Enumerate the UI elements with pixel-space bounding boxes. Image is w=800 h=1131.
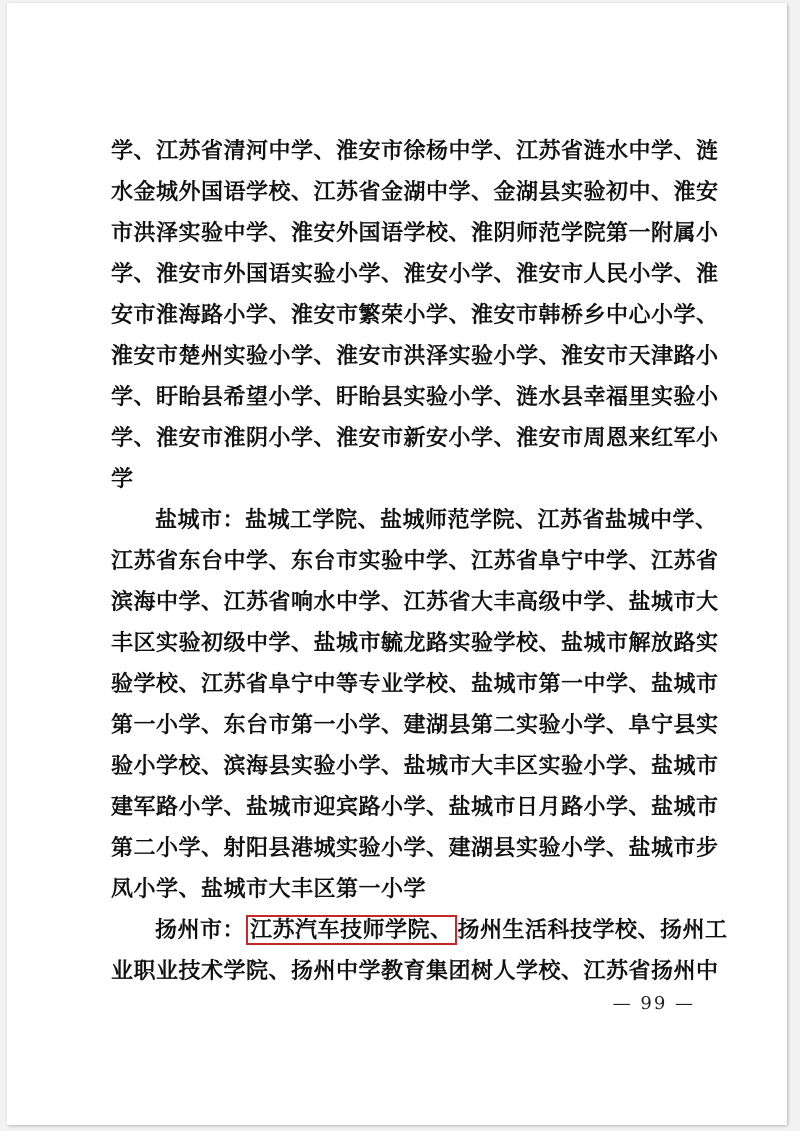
yancheng-paragraph-first-line (111, 500, 718, 541)
text-line: 学、盱眙县希望小学、盱眙县实验小学、涟水县幸福里实验小 (111, 384, 719, 410)
text-line: 学、淮安市淮阴小学、淮安市新安小学、淮安市周恩来红军小 (111, 425, 719, 451)
yangzhou-paragraph-first-line (111, 910, 728, 951)
text-line: 淮安市楚州实验小学、淮安市洪泽实验小学、淮安市天津路小 (111, 343, 719, 369)
highlighted-school-box: 江苏汽车技师学院、 (246, 915, 457, 945)
text-line: 验小学校、滨海县实验小学、盐城市大丰区实验小学、盐城市 (111, 753, 719, 779)
text-span: 盐城工学院、盐城师范学院、江苏省盐城中学、 (245, 507, 718, 533)
text-line: 学 (111, 466, 134, 492)
text-line: 学、淮安市外国语实验小学、淮安小学、淮安市人民小学、淮 (111, 261, 719, 287)
text-line: 江苏省东台中学、东台市实验中学、江苏省阜宁中学、江苏省 (111, 548, 719, 574)
text-line: 凤小学、盐城市大丰区第一小学 (111, 876, 427, 902)
document-page (7, 3, 787, 1125)
city-label-yancheng: 盐城市： (155, 507, 246, 533)
text-line: 第二小学、射阳县港城实验小学、建湖县实验小学、盐城市步 (111, 835, 719, 861)
text-line: 业职业技术学院、扬州中学教育集团树人学校、江苏省扬州中 (111, 958, 719, 984)
text-line: 水金城外国语学校、江苏省金湖中学、金湖县实验初中、淮安 (111, 179, 719, 205)
text-line: 滨海中学、江苏省响水中学、江苏省大丰高级中学、盐城市大 (111, 589, 719, 615)
text-line: 建军路小学、盐城市迎宾路小学、盐城市日月路小学、盐城市 (111, 794, 719, 820)
text-line: 学、江苏省清河中学、淮安市徐杨中学、江苏省涟水中学、涟 (111, 138, 719, 164)
text-line: 验学校、江苏省阜宁中等专业学校、盐城市第一中学、盐城市 (111, 671, 719, 697)
text-line: 第一小学、东台市第一小学、建湖县第二实验小学、阜宁县实 (111, 712, 719, 738)
city-label-yangzhou: 扬州市： (155, 917, 246, 943)
text-line: 市洪泽实验中学、淮安外国语学校、淮阴师范学院第一附属小 (111, 220, 719, 246)
text-line: 安市淮海路小学、淮安市繁荣小学、淮安市韩桥乡中心小学、 (111, 302, 719, 328)
text-span: 扬州生活科技学校、扬州工 (457, 917, 728, 943)
page-number: — 99 — (612, 993, 695, 1014)
text-line: 丰区实验初级中学、盐城市毓龙路实验学校、盐城市解放路实 (111, 630, 719, 656)
document-body (111, 131, 728, 992)
